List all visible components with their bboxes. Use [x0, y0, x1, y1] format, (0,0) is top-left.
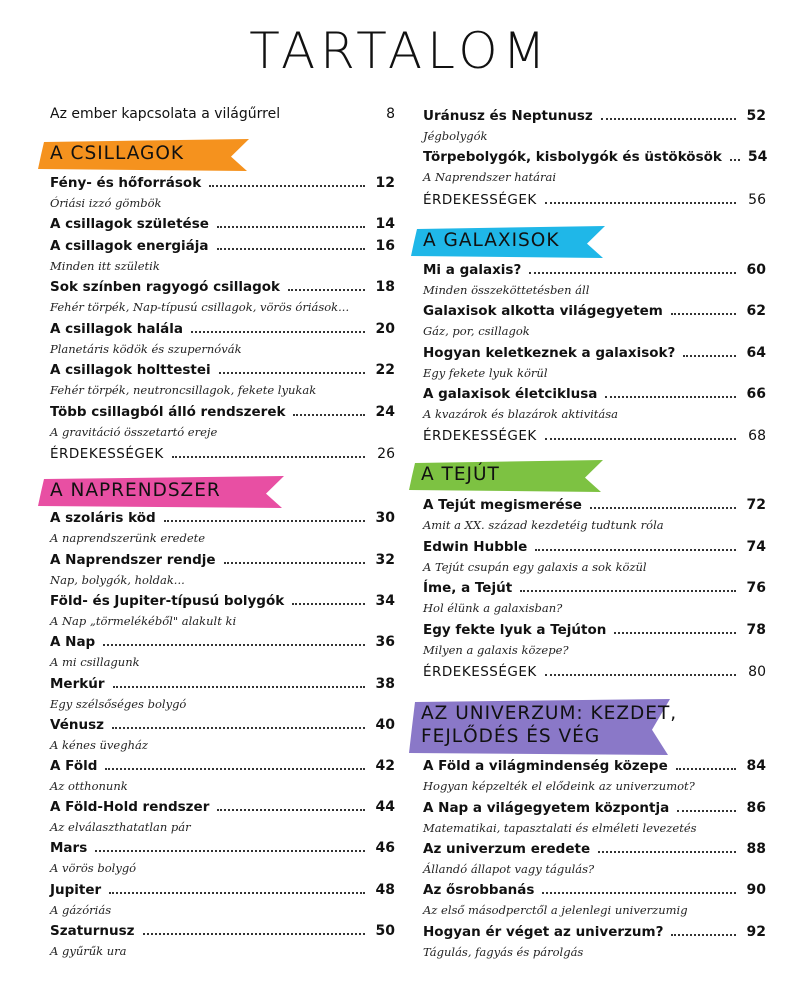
toc-entry-title: Hogyan ér véget az univerzum? [423, 924, 664, 940]
dot-leader [103, 644, 365, 646]
toc-entry-page: 48 [375, 882, 395, 898]
toc-entry[interactable] [423, 386, 766, 421]
section-banner-label: A TEJÚT [421, 464, 500, 485]
toc-entry[interactable] [423, 841, 766, 876]
toc-entry-subtitle: Fehér törpék, Nap-típusú csillagok, vörös óriások... [50, 300, 350, 314]
toc-entry-subtitle: A kénes üvegház [50, 738, 148, 752]
toc-entry-line [423, 841, 766, 861]
toc-entry-title: A Naprendszer rendje [50, 552, 216, 568]
toc-entry-subtitle: Minden összeköttetésben áll [423, 283, 590, 297]
toc-entry[interactable] [423, 882, 766, 917]
toc-entry-title: Uránusz és Neptunusz [423, 108, 593, 124]
toc-entry-title: Edwin Hubble [423, 539, 528, 555]
toc-entry-subtitle: Gáz, por, csillagok [423, 324, 530, 338]
toc-entry-line [50, 552, 395, 572]
dot-leader [535, 549, 736, 551]
toc-entry-title: A csillagok holttestei [50, 362, 211, 378]
toc-entry-title: Mars [50, 840, 88, 856]
dot-leader [217, 809, 365, 811]
page-title: TARTALOM [249, 22, 551, 80]
toc-entry-page: 14 [375, 216, 395, 232]
toc-entry-line [423, 303, 766, 323]
toc-entry-page: 36 [375, 634, 395, 650]
section-banner [409, 699, 678, 755]
toc-entry[interactable] [423, 303, 766, 338]
toc-entry-line [423, 262, 766, 282]
toc-entry-intro[interactable] [50, 106, 395, 126]
section-banner-label-line2: FEJLŐDÉS ÉS VÉG [421, 726, 601, 747]
toc-entry[interactable] [50, 321, 395, 356]
toc-entry-page: 22 [375, 362, 395, 378]
toc-entry-line [423, 924, 766, 944]
toc-entry-page: 64 [746, 345, 766, 361]
toc-entry[interactable] [50, 175, 395, 210]
toc-entry[interactable] [423, 758, 766, 793]
toc-entry[interactable] [423, 664, 766, 684]
toc-entry-page: 44 [375, 799, 395, 815]
dot-leader [217, 226, 365, 228]
toc-entry-page: 78 [746, 622, 766, 638]
toc-entry[interactable] [50, 634, 395, 669]
toc-entry-line [423, 192, 766, 212]
toc-entry[interactable] [50, 238, 395, 273]
toc-entry-title: ÉRDEKESSÉGEK [50, 446, 164, 462]
toc-entry-title: A csillagok energiája [50, 238, 209, 254]
toc-entry-page: 72 [746, 497, 766, 513]
toc-entry-page: 26 [377, 446, 395, 462]
toc-entry[interactable] [50, 840, 395, 875]
toc-entry-line [423, 428, 766, 448]
dot-leader [191, 331, 365, 333]
toc-entry[interactable] [50, 717, 395, 752]
toc-entry-title: A Föld-Hold rendszer [50, 799, 210, 815]
toc-entry[interactable] [50, 216, 395, 236]
dot-leader [598, 851, 736, 853]
toc-entry[interactable] [423, 622, 766, 657]
toc-entry-subtitle: Minden itt születik [50, 259, 160, 273]
toc-entry-line [50, 446, 395, 466]
dot-leader [143, 933, 365, 935]
toc-entry-page: 76 [746, 580, 766, 596]
section-banner-label: A NAPRENDSZER [50, 480, 221, 501]
toc-entry-title: ÉRDEKESSÉGEK [423, 192, 537, 208]
dot-leader [293, 414, 365, 416]
section-banner-label: A CSILLAGOK [50, 143, 185, 164]
toc-entry-line [423, 580, 766, 600]
toc-entry-line [50, 106, 395, 126]
toc-entry-subtitle: Jégbolygók [423, 129, 488, 143]
toc-entry-title: Jupiter [50, 882, 102, 898]
dot-leader [172, 456, 365, 458]
toc-entry-subtitle: Az első másodperctől a jelenlegi univerzumig [423, 903, 688, 917]
toc-entry-subtitle: A Naprendszer határai [423, 170, 557, 184]
toc-entry-line [423, 664, 766, 684]
toc-entry-page: 18 [375, 279, 395, 295]
toc-entry[interactable] [50, 923, 395, 958]
section-banner [409, 460, 607, 492]
toc-entry-page: 56 [748, 192, 766, 208]
toc-entry-subtitle: A mi csillagunk [50, 655, 140, 669]
toc-entry-page: 52 [746, 108, 766, 124]
dot-leader [545, 438, 736, 440]
dot-leader [219, 372, 365, 374]
toc-entry[interactable] [423, 924, 766, 959]
dot-leader [109, 892, 365, 894]
dot-leader [590, 507, 736, 509]
toc-entry-subtitle: Hol élünk a galaxisban? [423, 601, 563, 615]
toc-entry-subtitle: Az elválaszthatatlan pár [50, 820, 191, 834]
toc-entry-title: A csillagok halála [50, 321, 183, 337]
toc-entry-subtitle: Hogyan képzelték el elődeink az univerzumot? [423, 779, 695, 793]
toc-entry-line [423, 108, 766, 128]
toc-entry-title: Hogyan keletkeznek a galaxisok? [423, 345, 676, 361]
toc-entry-line [423, 539, 766, 559]
toc-entry-page: 90 [746, 882, 766, 898]
toc-entry[interactable] [50, 510, 395, 545]
toc-entry[interactable] [423, 345, 766, 380]
toc-entry[interactable] [423, 262, 766, 297]
dot-leader [545, 202, 736, 204]
toc-entry[interactable] [423, 800, 766, 835]
toc-entry-page: 80 [748, 664, 766, 680]
toc-entry-line [50, 882, 395, 902]
toc-entry-title: Egy fekte lyuk a Tejúton [423, 622, 607, 638]
toc-entry[interactable] [423, 428, 766, 448]
dot-leader [113, 686, 366, 688]
toc-entry-subtitle: Egy fekete lyuk körül [423, 366, 548, 380]
toc-entry-page: 88 [746, 841, 766, 857]
toc-entry-page: 16 [375, 238, 395, 254]
toc-entry-title: A szoláris köd [50, 510, 156, 526]
dot-leader [671, 313, 736, 315]
toc-entry-subtitle: A vörös bolygó [50, 861, 137, 875]
toc-entry-subtitle: A Tejút csupán egy galaxis a sok közül [423, 560, 647, 574]
toc-entry-title: A Föld [50, 758, 98, 774]
toc-entry[interactable] [50, 552, 395, 587]
toc-entry[interactable] [423, 497, 766, 532]
dot-leader [224, 562, 365, 564]
toc-entry[interactable] [50, 279, 395, 314]
toc-entry-line [50, 923, 395, 943]
toc-entry[interactable] [50, 882, 395, 917]
toc-entry-line [423, 622, 766, 642]
toc-entry-page: 50 [375, 923, 395, 939]
toc-entry-page: 30 [375, 510, 395, 526]
toc-entry-title: A Nap a világegyetem központja [423, 800, 670, 816]
toc-entry-page: 38 [375, 676, 395, 692]
toc-entry-line [423, 882, 766, 902]
toc-entry-line [50, 238, 395, 258]
toc-entry-subtitle: A naprendszerünk eredete [50, 531, 206, 545]
toc-entry[interactable] [50, 676, 395, 711]
toc-entry-title: Törpebolygók, kisbolygók és üstökösök [423, 149, 722, 165]
toc-entry-page: 54 [747, 149, 768, 165]
toc-entry[interactable] [50, 404, 395, 439]
toc-entry-line [50, 216, 395, 236]
dot-leader [605, 396, 736, 398]
toc-entry-title: A Föld a világmindenség közepe [423, 758, 668, 774]
toc-entry-subtitle: A Nap „törmelékéből" alakult ki [50, 614, 237, 628]
toc-entry-title: Galaxisok alkotta világegyetem [423, 303, 663, 319]
toc-entry-title: A Nap [50, 634, 96, 650]
toc-entry-page: 32 [375, 552, 395, 568]
dot-leader [164, 520, 365, 522]
toc-entry-line [50, 676, 395, 696]
toc-entry-title: A csillagok születése [50, 216, 209, 232]
toc-entry-line [50, 717, 395, 737]
toc-entry-subtitle: Óriási izzó gömbök [50, 196, 162, 210]
toc-entry-page: 74 [746, 539, 766, 555]
dot-leader [288, 289, 365, 291]
toc-entry-subtitle: Nap, bolygók, holdak... [50, 573, 185, 587]
toc-entry-line [50, 593, 395, 613]
toc-entry-subtitle: A gyűrűk ura [50, 944, 127, 958]
toc-entry-subtitle: Planetáris ködök és szupernóvák [50, 342, 242, 356]
toc-entry[interactable] [50, 758, 395, 793]
toc-entry[interactable] [423, 580, 766, 615]
toc-entry-title: Mi a galaxis? [423, 262, 522, 278]
toc-entry[interactable] [423, 149, 768, 184]
toc-entry-line [50, 404, 395, 424]
section-banner [38, 139, 253, 171]
toc-entry-title: Vénusz [50, 717, 104, 733]
toc-entry-line [50, 175, 395, 195]
toc-entry-subtitle: A gázóriás [50, 903, 112, 917]
toc-entry-subtitle: Matematikai, tapasztalati és elméleti levezetés [423, 821, 697, 835]
dot-leader [683, 355, 736, 357]
toc-entry-subtitle: A kvazárok és blazárok aktivitása [423, 407, 618, 421]
toc-entry-title: ÉRDEKESSÉGEK [423, 428, 537, 444]
dot-leader [95, 850, 365, 852]
toc-entry-page: 40 [375, 717, 395, 733]
toc-entry[interactable] [50, 799, 395, 834]
toc-entry-title: A galaxisok életciklusa [423, 386, 598, 402]
dot-leader [676, 768, 736, 770]
toc-entry-line [423, 386, 766, 406]
toc-entry-page: 92 [746, 924, 766, 940]
toc-entry-page: 60 [746, 262, 766, 278]
toc-entry-line [423, 345, 766, 365]
toc-entry-title: Az ősrobbanás [423, 882, 535, 898]
toc-entry-title: Az ember kapcsolata a világűrrel [50, 106, 281, 122]
dot-leader [545, 674, 736, 676]
toc-entry[interactable] [423, 539, 766, 574]
toc-entry-subtitle: Fehér törpék, neutroncsillagok, fekete lyukak [50, 383, 317, 397]
section-banner-label: A GALAXISOK [423, 230, 560, 251]
dot-leader [677, 810, 736, 812]
toc-entry-line [423, 497, 766, 517]
toc-entry-title: Az univerzum eredete [423, 841, 591, 857]
toc-entry-title: Merkúr [50, 676, 105, 692]
toc-entry-line [50, 758, 395, 778]
toc-entry-page: 68 [748, 428, 766, 444]
dot-leader [217, 248, 365, 250]
toc-entry-page: 62 [746, 303, 766, 319]
dot-leader [112, 727, 365, 729]
dot-leader [730, 159, 740, 161]
toc-entry-page: 84 [746, 758, 766, 774]
toc-entry-line [423, 800, 766, 820]
dot-leader [542, 892, 736, 894]
toc-entry-page: 42 [375, 758, 395, 774]
toc-entry-subtitle: Tágulás, fagyás és párolgás [423, 945, 584, 959]
toc-entry-page: 24 [375, 404, 395, 420]
toc-entry-subtitle: Egy szélsőséges bolygó [50, 697, 187, 711]
toc-entry-line [50, 279, 395, 299]
dot-leader [292, 603, 365, 605]
toc-entry[interactable] [50, 446, 395, 466]
toc-entry-title: Föld- és Jupiter-típusú bolygók [50, 593, 285, 609]
toc-entry-title: ÉRDEKESSÉGEK [423, 664, 537, 680]
toc-entry[interactable] [50, 593, 395, 628]
toc-entry-line [50, 321, 395, 341]
toc-entry-page: 20 [375, 321, 395, 337]
dot-leader [520, 590, 736, 592]
toc-entry-page: 34 [375, 593, 395, 609]
toc-entry-page: 66 [746, 386, 766, 402]
toc-entry[interactable] [423, 192, 766, 212]
toc-entry-line [50, 634, 395, 654]
toc-entry-line [423, 758, 766, 778]
toc-entry-page: 12 [375, 175, 395, 191]
dot-leader [614, 632, 736, 634]
toc-entry-page: 46 [375, 840, 395, 856]
toc-entry[interactable] [423, 108, 766, 143]
dot-leader [209, 185, 365, 187]
toc-entry-line [50, 510, 395, 530]
toc-entry-page: 86 [746, 800, 766, 816]
section-banner [411, 226, 609, 258]
toc-entry-title: Sok színben ragyogó csillagok [50, 279, 281, 295]
toc-entry-title: Fény- és hőforrások [50, 175, 202, 191]
toc-entry-line [50, 362, 395, 382]
toc-entry-subtitle: A gravitáció összetartó ereje [50, 425, 218, 439]
dot-leader [529, 272, 736, 274]
toc-entry-line [423, 149, 766, 169]
dot-leader [105, 768, 365, 770]
toc-entry-title: Íme, a Tejút [423, 580, 513, 596]
toc-entry-subtitle: Az otthonunk [50, 779, 128, 793]
toc-entry-title: Több csillagból álló rendszerek [50, 404, 286, 420]
toc-entry-title: A Tejút megismerése [423, 497, 582, 513]
toc-entry-subtitle: Állandó állapot vagy tágulás? [423, 862, 595, 876]
toc-entry-line [50, 840, 395, 860]
toc-entry-title: Szaturnusz [50, 923, 135, 939]
toc-entry-line [50, 799, 395, 819]
toc-entry-subtitle: Milyen a galaxis közepe? [423, 643, 569, 657]
dot-leader [671, 934, 736, 936]
toc-entry-subtitle: Amit a XX. század kezdetéig tudtunk róla [423, 518, 664, 532]
toc-entry-page: 8 [386, 106, 395, 122]
section-banner-label: AZ UNIVERZUM: KEZDET, [421, 703, 678, 724]
toc-entry[interactable] [50, 362, 395, 397]
dot-leader [601, 118, 736, 120]
section-banner [38, 476, 288, 508]
